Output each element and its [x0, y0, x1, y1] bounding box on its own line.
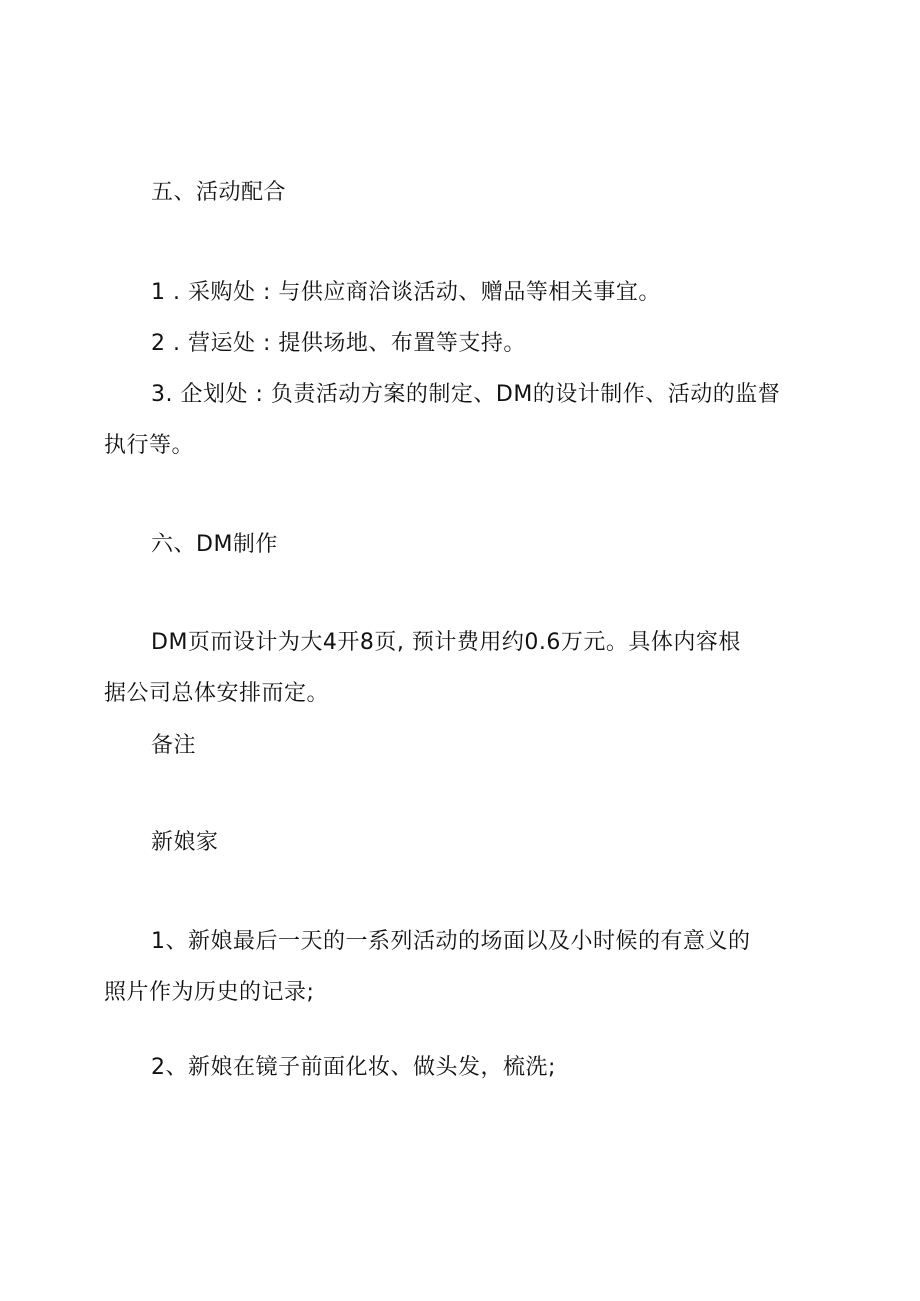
- notes-label: 备注: [151, 733, 197, 758]
- section-5-item-2: 2 . 营运处 : 提供场地、布置等支持。: [151, 331, 526, 356]
- notes-item-1-line-2: 照片作为历史的记录;: [104, 980, 315, 1005]
- section-5-item-3-line-2: 执行等。: [104, 433, 195, 458]
- section-6-paragraph-line-1: DM页而设计为大4开8页, 预计费用约0.6万元。具体内容根: [151, 630, 741, 655]
- notes-subheading: 新娘家: [151, 830, 219, 855]
- section-5-item-1: 1 . 采购处 : 与供应商洽谈活动、赠品等相关事宜。: [151, 280, 661, 305]
- section-6-paragraph-line-2: 据公司总体安排而定。: [104, 681, 330, 706]
- section-5-heading: 五、活动配合: [151, 180, 287, 205]
- section-6-heading: 六、DM制作: [151, 532, 278, 557]
- notes-item-2: 2、新娘在镜子前面化妆、做头发，梳洗;: [151, 1055, 556, 1080]
- notes-item-1-line-1: 1、新娘最后一天的一系列活动的场面以及小时候的有意义的: [151, 929, 751, 954]
- section-5-item-3-line-1: 3. 企划处 : 负责活动方案的制定、DM的设计制作、活动的监督: [151, 382, 781, 407]
